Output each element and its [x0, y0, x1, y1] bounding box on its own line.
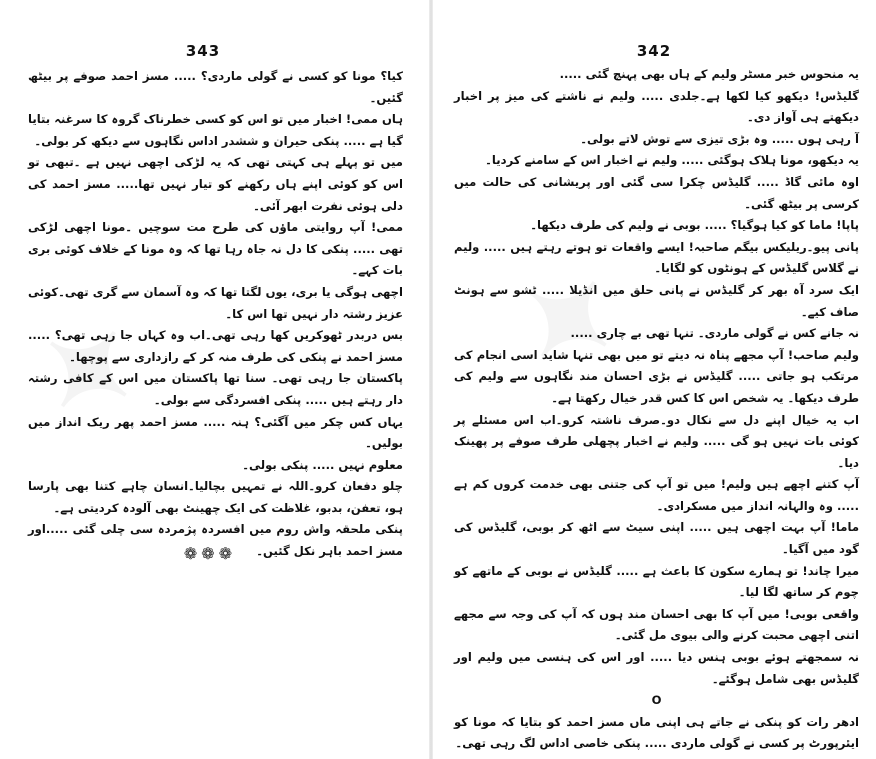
paragraph: ہاں ممی! اخبار میں تو اس کو کسی خطرناک گروہ کا سرغنہ بتایا گیا ہے ..... پنکی حیران و ششدر اداس نگاہوں سے دیکھ کر بولی۔ — [28, 112, 403, 148]
paragraph: میں تو پہلے ہی کہتی تھی کہ یہ لڑکی اچھی نہیں ہے ۔تبھی تو اس کو کوئی اپنے ہاں رکھنے کو تیار نہیں تھا..... مسز احمد کی دلی ہوئی نفرت ابھر آئی۔ — [28, 155, 403, 213]
paragraph: معلوم نہیں ..... پنکی بولی۔ — [242, 457, 403, 472]
paragraph: گلیڈس! دیکھو کیا لکھا ہے۔جلدی ..... ولیم نے ناشتے کی میز پر اخبار دیکھتے ہی آواز دی۔ — [454, 88, 859, 125]
paragraph: ادھر رات کو پنکی نے جاتے ہی اپنی ماں مسز احمد کو بتایا کہ مونا کو ایئرپورٹ پر کسی نے گولی ماردی ..... پنکی خاصی اداس لگ رہی تھی۔ — [454, 714, 859, 751]
paragraph: اب یہ خیال اپنے دل سے نکال دو۔صرف ناشتہ کرو۔اب اس مسئلے پر کوئی بات نہیں ہو گی ..... ولیم نے اخبار پچھلی طرف صوفے پر پھینک دیا۔ — [454, 412, 859, 470]
paragraph: ممی! آپ روایتی ماؤں کی طرح مت سوچیں ۔مونا اچھی لڑکی تھی ..... پنکی کا دل نہ جاہ رہا تھا کہ وہ مونا کے خلاف کوئی بری بات کہے۔ — [28, 220, 403, 278]
paragraph: نہ سمجھتے ہوئے بوبی ہنس دیا ..... اور اس کی ہنسی میں ولیم اور گلیڈس بھی شامل ہوگئے۔ — [454, 650, 859, 686]
right-page — [432, 0, 876, 759]
paragraph: پنکی ملحقہ واش روم میں افسردہ پژمردہ سی چلی گئی .....اور مسز احمد باہر نکل گئیں۔ — [28, 522, 403, 559]
paragraph: پاکستان جا رہی تھی۔ سنا تھا پاکستان میں اس کے کافی رشتہ دار رہتے ہیں ..... پنکی افسردگی سے بولی۔ — [28, 371, 403, 407]
page-text — [454, 64, 859, 755]
paragraph: چلو دفعان کرو۔اللہ نے تمہیں بچالیا۔انسان چاہے کتنا بھی پارسا ہو، تعفن، بدبو، غلاظت کی ایک چھینٹ بھی آلودہ کردیتی ہے۔ — [28, 479, 403, 515]
paragraph: پاپا! ماما کو کیا ہوگیا؟ ..... بوبی نے ولیم کی طرف دیکھا۔ — [530, 218, 859, 233]
paragraph: ایک سرد آہ بھر کر گلیڈس نے پانی حلق میں انڈیلا ..... ٹشو سے ہونٹ صاف کیے۔ — [454, 282, 859, 319]
paragraph: نہ جانے کس نے گولی ماردی۔ تنہا تھی بے چاری ..... — [570, 326, 859, 341]
paragraph: پانی پیو۔ریلیکس بیگم صاحبہ! ایسے واقعات تو ہوتے رہتے ہیں ..... ولیم نے گلاس گلیڈس کے ہونٹوں کو لگایا۔ — [454, 239, 859, 276]
paragraph: اچھی ہوگی یا بری، یوں لگتا تھا کہ وہ آسمان سے گری تھی۔کوئی عزیز رشتہ دار نہیں تھا اس کا۔ — [28, 284, 403, 321]
paragraph: کیا؟ مونا کو کسی نے گولی ماردی؟ ..... مسز احمد صوفے پر بیٹھ گئیں۔ — [28, 69, 403, 105]
paragraph: آپ کتنے اچھے ہیں ولیم! میں تو آپ کی جتنی بھی خدمت کروں کم ہے ..... وہ والہانہ انداز میں مسکرادی۔ — [454, 477, 859, 513]
paragraph: واقعی بوبی! میں آپ کا بھی احسان مند ہوں کہ آپ کی وجہ سے مجھے اتنی اچھی محبت کرنے والی بیوی مل گئی۔ — [454, 606, 859, 643]
section-break-mark: O — [651, 693, 662, 708]
page-number: 342 — [636, 42, 672, 60]
paragraph: میرا چاند! تو ہمارے سکون کا باعث ہے ..... گلیڈس نے بوبی کے ماتھے کو چوم کر ساتھ لگا لیا۔ — [454, 563, 859, 600]
paragraph: یہ دیکھو، مونا ہلاک ہوگئی ..... ولیم نے اخبار اس کے سامنے کردیا۔ — [485, 153, 859, 168]
page-text — [28, 66, 403, 563]
paragraph: ماما! آپ بہت اچھی ہیں ..... اپنی سیٹ سے اٹھ کر بوبی، گلیڈس کی گود میں آگیا۔ — [454, 520, 859, 557]
section-ornament: ❁❁❁ — [183, 544, 237, 563]
paragraph: آ رہی ہوں ..... وہ بڑی تیزی سے توش لاتے بولی۔ — [580, 131, 859, 146]
paragraph: بس دربدر ٹھوکریں کھا رہی تھی۔اب وہ کہاں جا رہی تھی؟ ..... مسز احمد نے پنکی کی طرف منہ کر کے رازداری سے پوچھا۔ — [28, 328, 403, 364]
paragraph: یہاں کس چکر میں آگئی؟ ہنہ ..... مسز احمد پھر ریک انداز میں بولیں۔ — [28, 414, 403, 451]
left-page — [0, 0, 430, 759]
paragraph: اوہ مائی گاڈ ..... گلیڈس چکرا سی گئی اور پریشانی کی حالت میں کرسی پر بیٹھ گئی۔ — [454, 174, 859, 211]
page-number: 343 — [185, 42, 221, 60]
paragraph: ولیم صاحب! آپ مجھے پناہ نہ دیتے تو میں بھی تنہا شاید اسی انجام کی مرتکب ہو جاتی ..... گلیڈس نے بڑی احسان مند نگاہوں سے ولیم کی طرف دیکھا۔ یہ شخص اس کا کس قدر خیال رکھتا ہے۔ — [454, 347, 859, 405]
paragraph: یہ منحوس خبر مسٹر ولیم کے ہاں بھی پہنچ گئی ..... — [559, 67, 859, 81]
